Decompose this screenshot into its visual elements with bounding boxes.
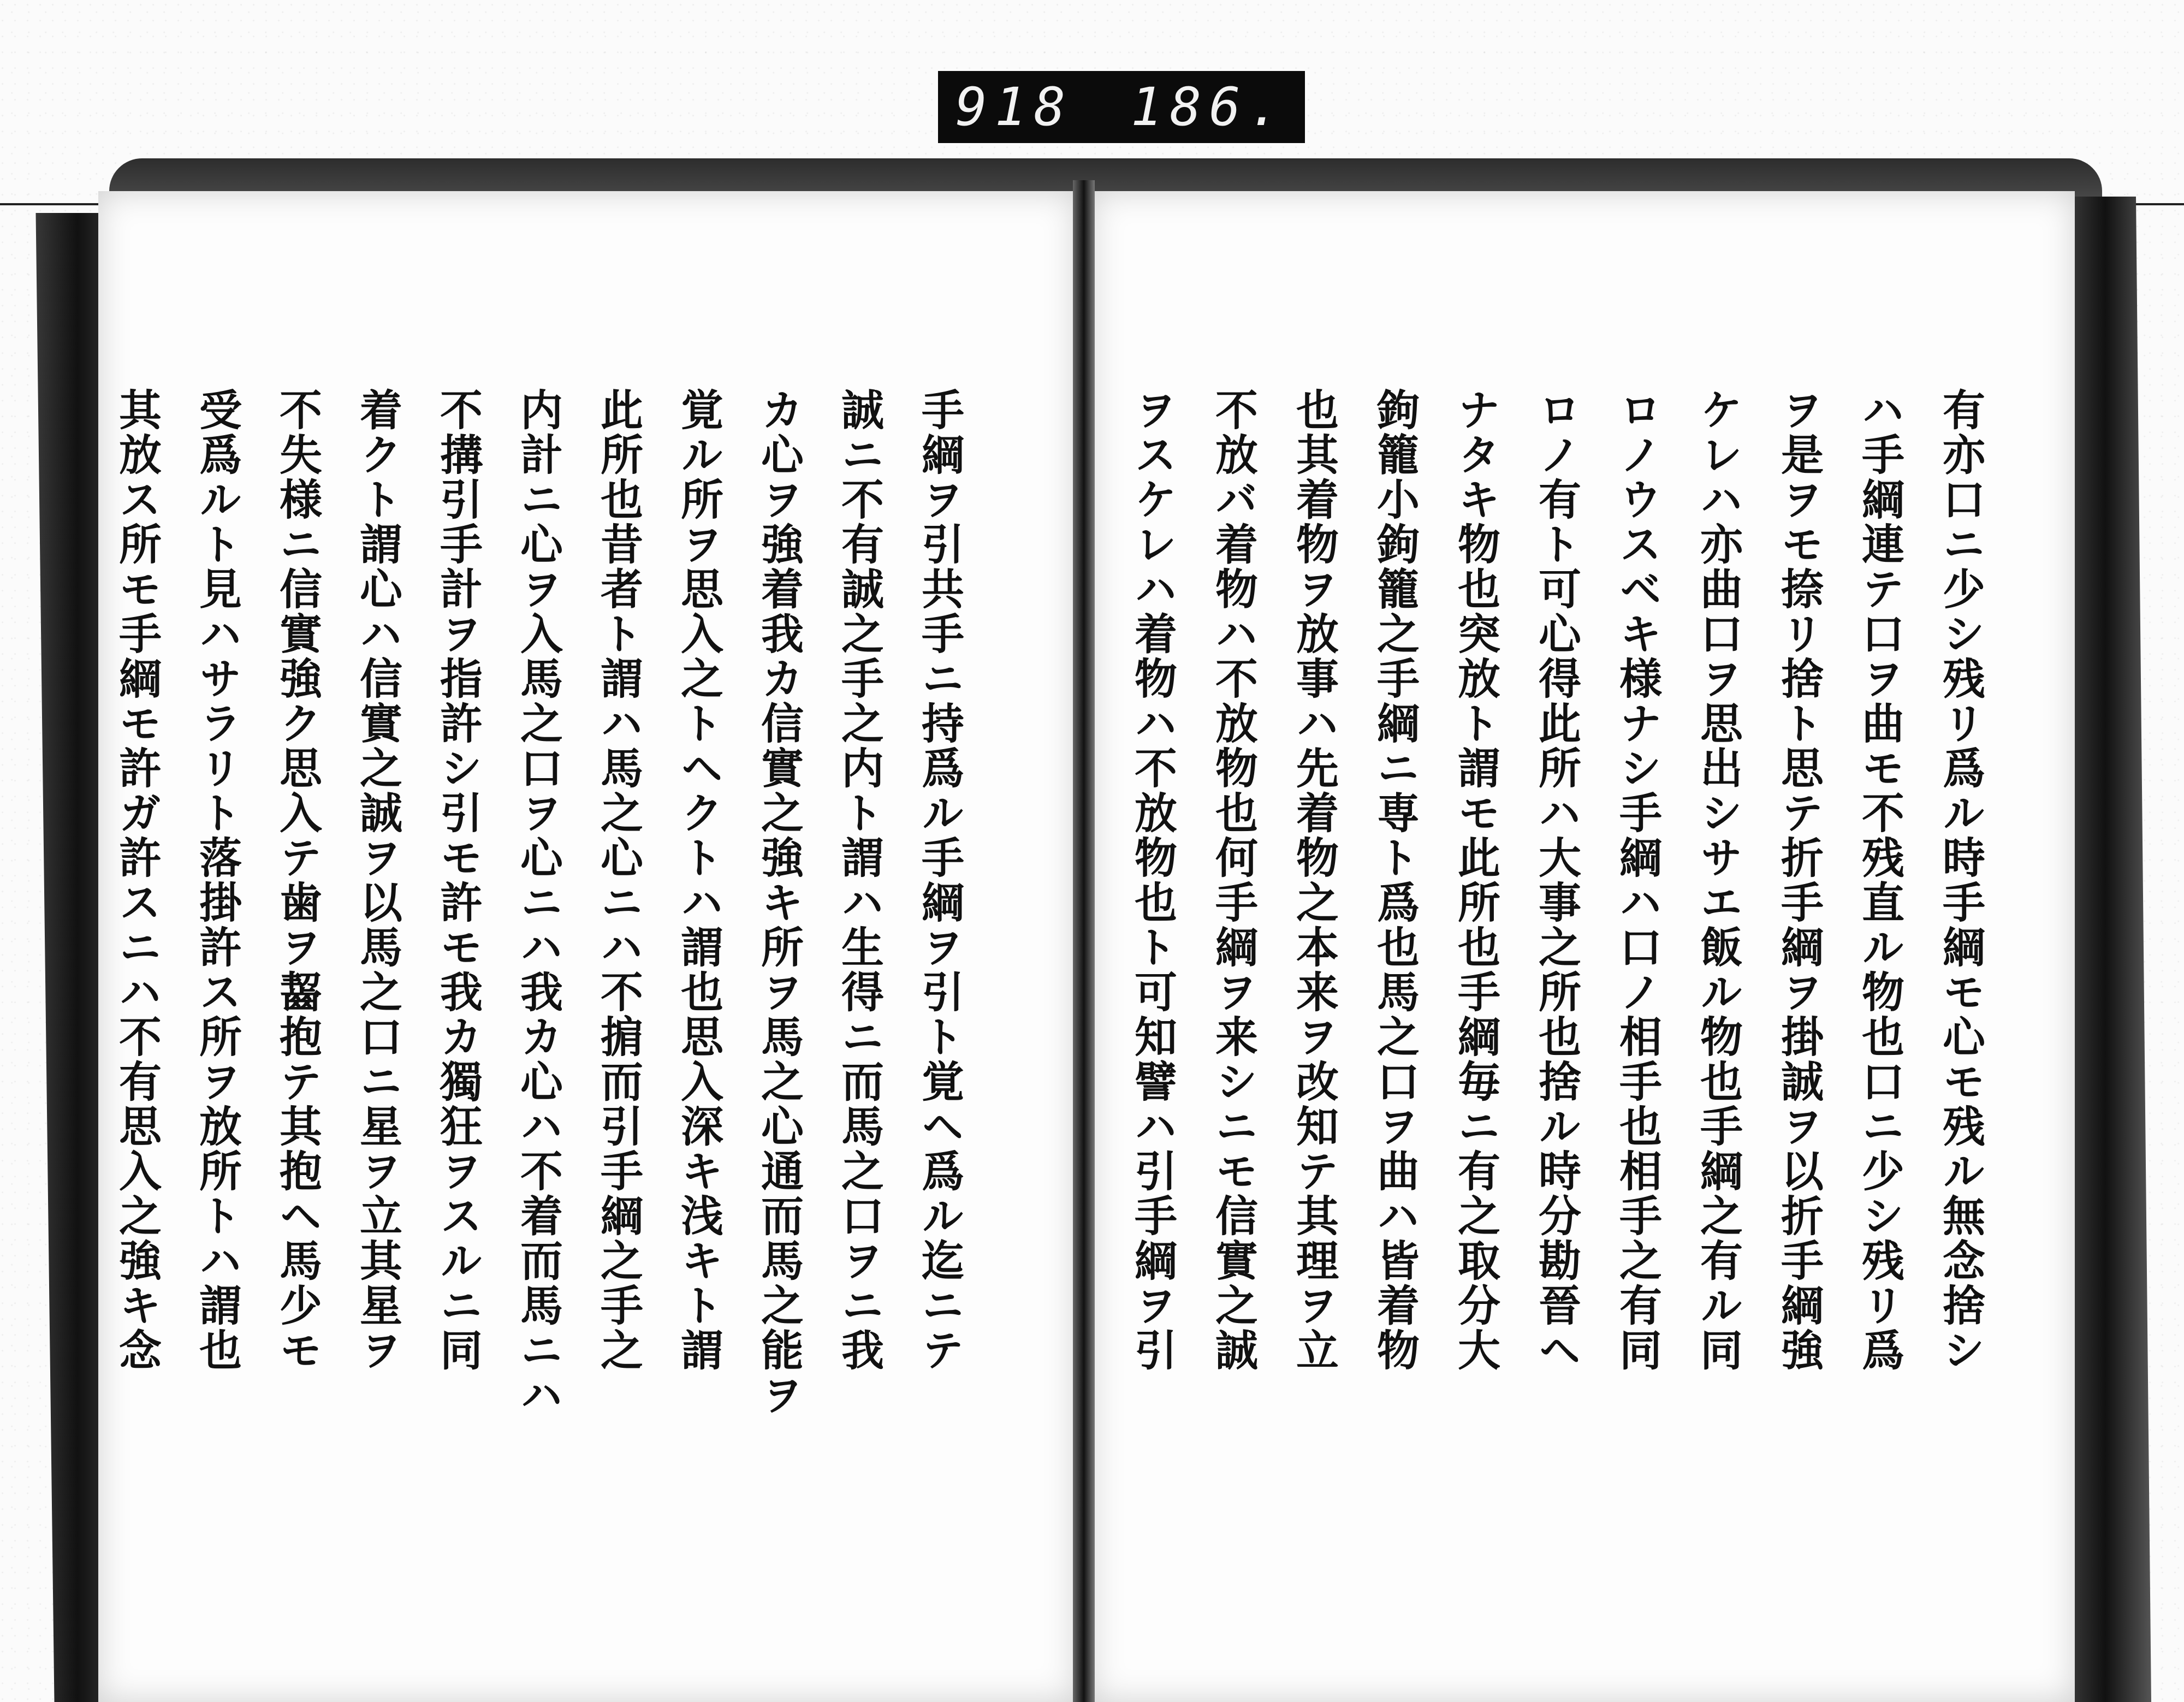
frame-number-right: 186. [1130, 76, 1287, 138]
text-column: 有亦口ニ少シ残リ爲ル時手綱モ心モ残ル無念捨シ [1936, 388, 1985, 1373]
text-column: ロノ有ト可心得此所ハ大事之所也捨ル時分勘晉ヘ [1532, 388, 1581, 1373]
text-column: 也其着物ヲ放事ハ先着物之本来ヲ改知テ其理ヲ立 [1289, 388, 1339, 1373]
text-column: 誠ニ不有誠之手之内ト謂ハ生得ニ而馬之口ヲニ我 [834, 388, 884, 1373]
text-column: 不失様ニ信實強ク思入テ歯ヲ齧抱テ其抱ヘ馬少モ [272, 388, 322, 1373]
text-column: 此所也昔者ト謂ハ馬之心ニハ不掮而引手綱之手之 [594, 388, 643, 1373]
book-gutter [1073, 180, 1095, 1702]
text-column: 内計ニ心ヲ入馬之口ヲ心ニハ我カ心ハ不着而馬ニハ [513, 388, 563, 1418]
text-column: 其放ス所モ手綱モ許ガ許スニハ不有思入之強キ念 [112, 388, 162, 1373]
frame-number-left: 918 [956, 76, 1073, 138]
text-column: 鉤籠小鉤籠之手綱ニ専ト爲也馬之口ヲ曲ハ皆着物 [1370, 388, 1420, 1373]
book-right-edge [2075, 197, 2151, 1702]
text-column: ナタキ物也突放ト謂モ此所也手綱毎ニ有之取分大 [1451, 388, 1500, 1373]
text-column: カ心ヲ強着我カ信實之強キ所ヲ馬之心通而馬之能ヲ [754, 388, 804, 1418]
text-column: ヲ是ヲモ捺リ捨ト思テ折手綱ヲ掛誠ヲ以折手綱強 [1774, 388, 1824, 1373]
text-column: ヲスケレハ着物ハ不放物也ト可知譬ハ引手綱ヲ引 [1127, 388, 1177, 1373]
text-column: 覚ル所ヲ思入之トヘクトハ謂也思入深キ浅キト謂 [674, 388, 723, 1373]
text-column: 不放バ着物ハ不放物也何手綱ヲ来シニモ信實之誠 [1208, 388, 1258, 1373]
text-column: 手綱ヲ引共手ニ持爲ル手綱ヲ引ト覚ヘ爲ル迄ニテ [915, 388, 964, 1373]
text-column: ロノウスベキ様ナシ手綱ハ口ノ相手也相手之有同 [1612, 388, 1662, 1373]
text-column: 不搆引手計ヲ指許シ引モ許モ我カ獨狂ヲスルニ同 [433, 388, 483, 1373]
text-column: 着クト謂心ハ信實之誠ヲ以馬之口ニ星ヲ立其星ヲ [353, 388, 402, 1373]
microfilm-frame-label [938, 71, 1305, 143]
right-page-text [1125, 388, 1987, 1491]
text-column: 受爲ルト見ハサラリト落掛許ス所ヲ放所トハ謂也 [192, 388, 242, 1373]
text-column: ケレハ亦曲口ヲ思出シサエ飯ル物也手綱之有ル同 [1693, 388, 1743, 1373]
text-column: ハ手綱連テ口ヲ曲モ不残直ル物也口ニ少シ残リ爲 [1855, 388, 1904, 1373]
left-page-text [109, 388, 966, 1491]
